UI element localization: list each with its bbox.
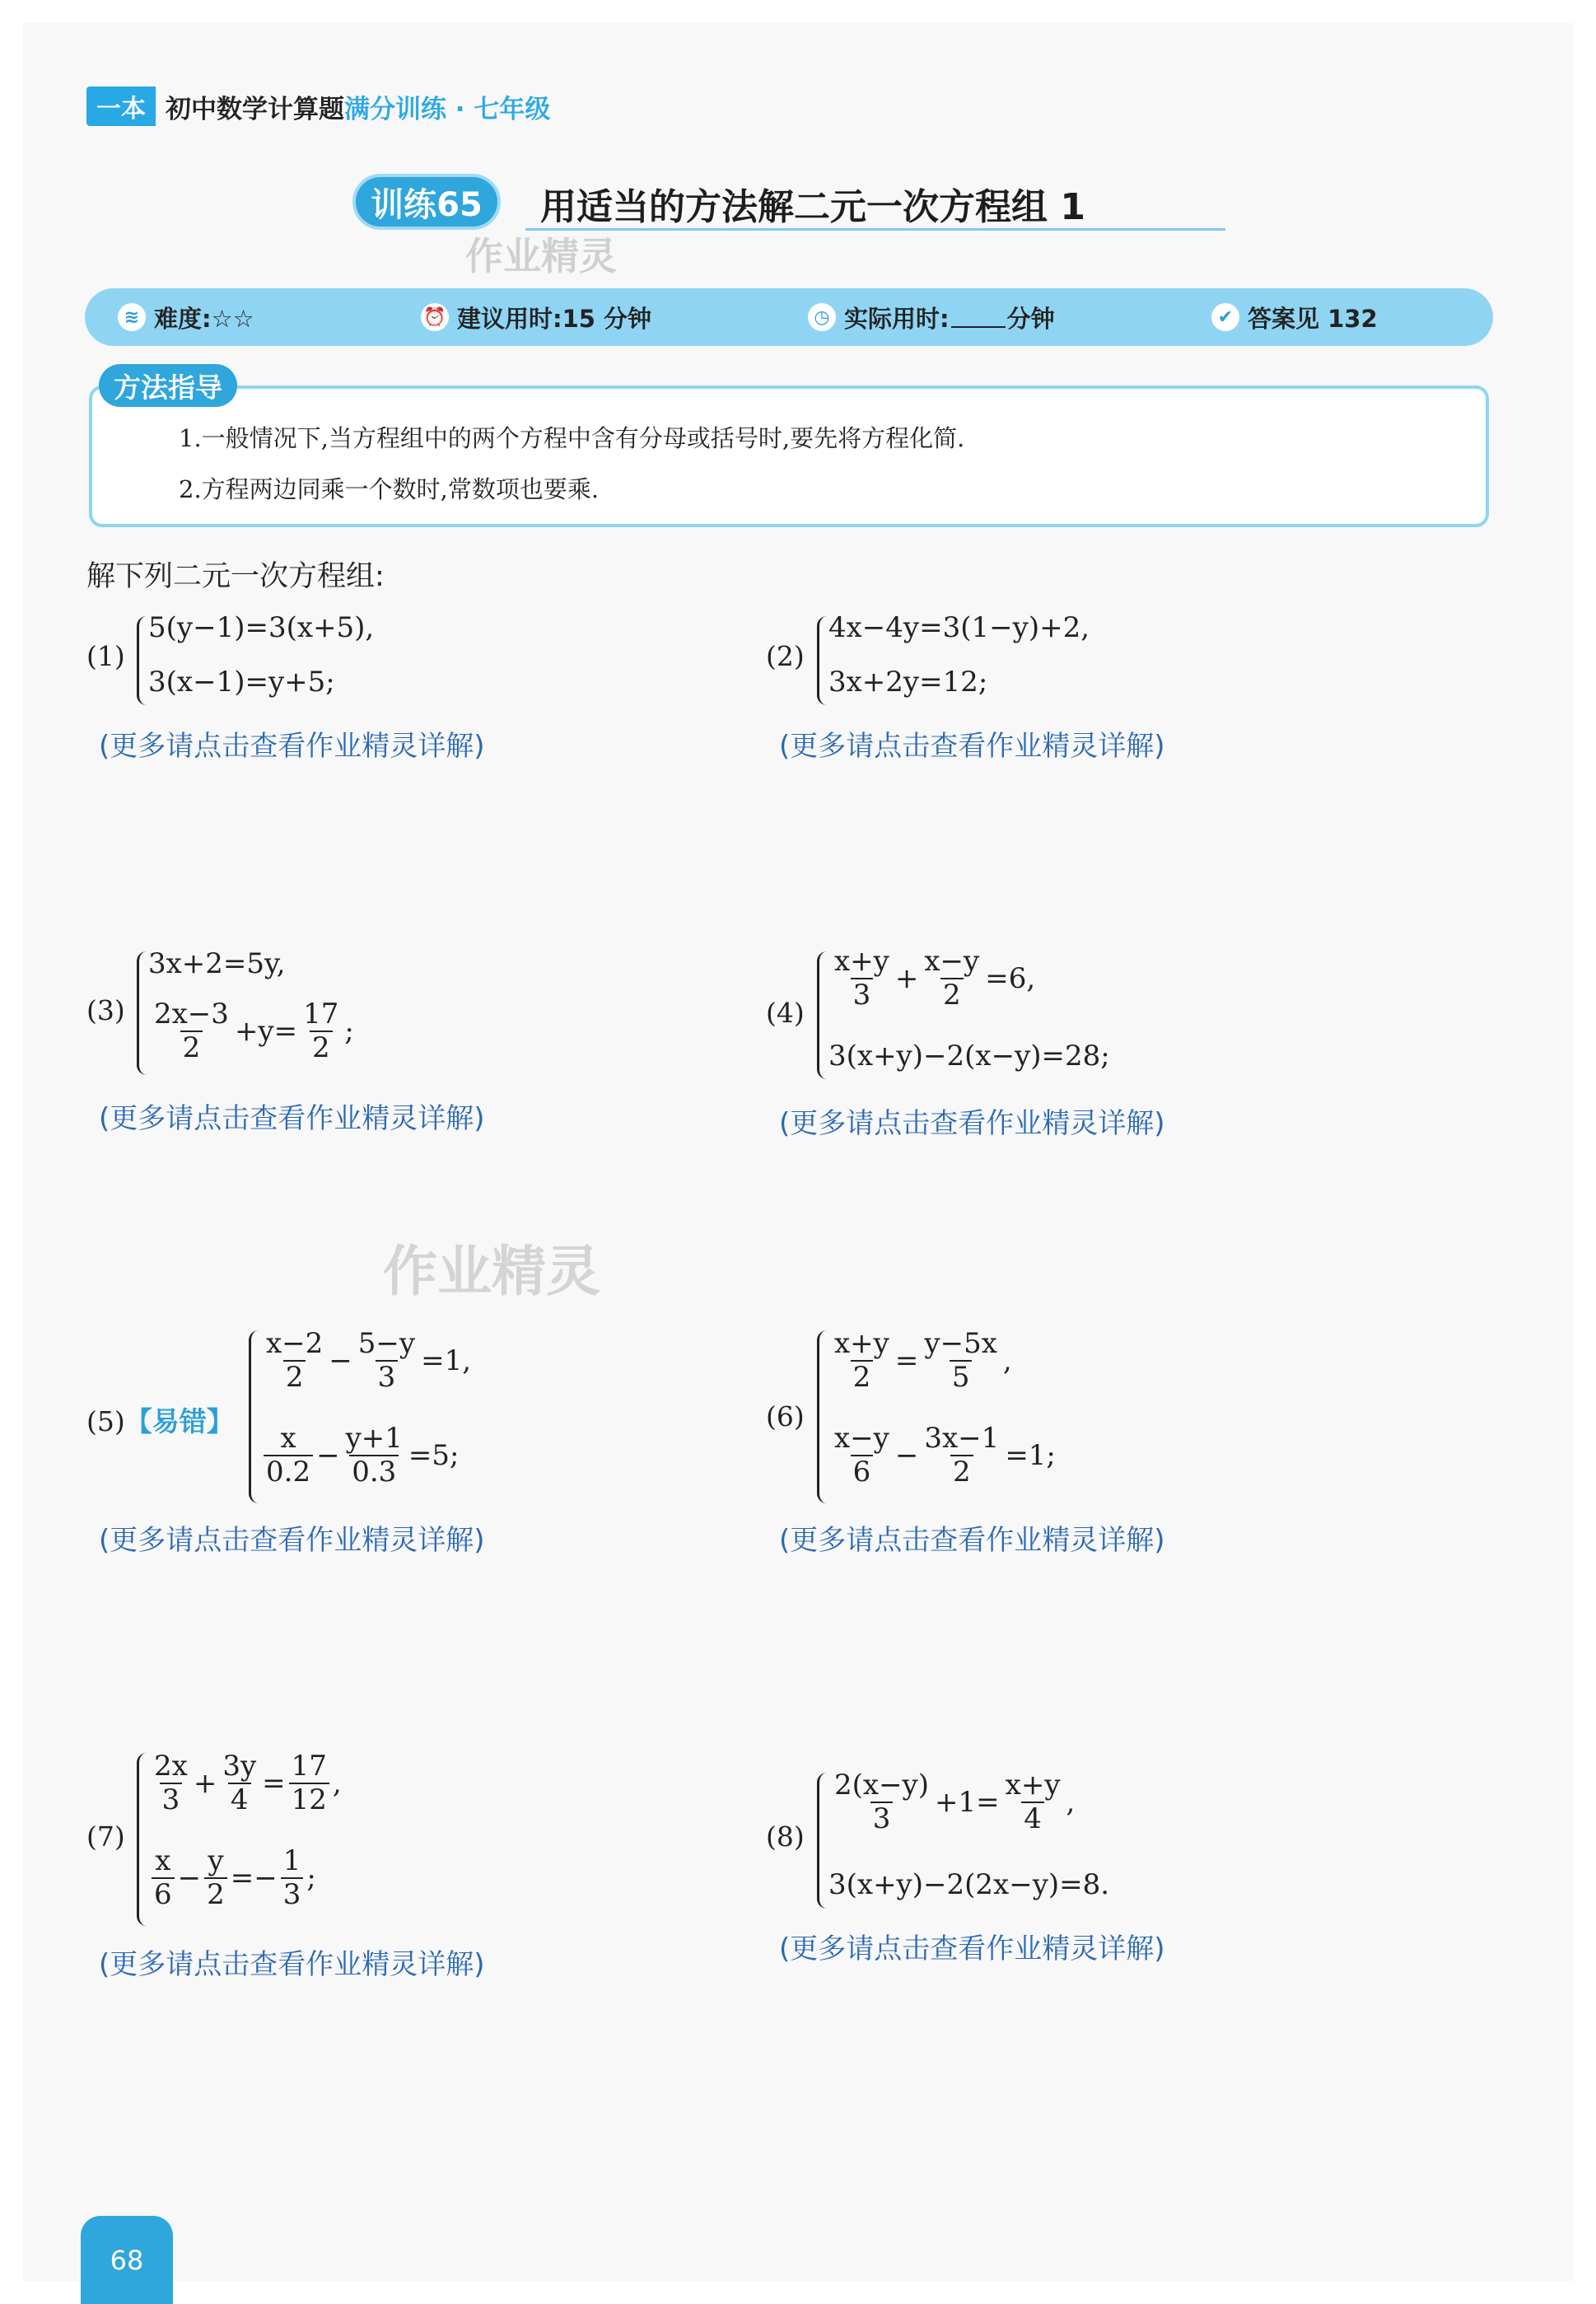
fraction — [922, 1328, 1000, 1394]
series-highlight: 满分训练 · 七年级 — [344, 94, 551, 124]
problem-4-label: (4) — [766, 997, 805, 1029]
numerator: x+y — [834, 945, 889, 978]
fraction — [301, 998, 341, 1064]
rhs: =5; — [408, 1439, 460, 1473]
check-icon: ✔ — [1211, 303, 1239, 331]
problem-3-eq1: 3x+2=5y, — [148, 947, 286, 980]
actual-time-item — [808, 301, 1055, 334]
operator: − — [329, 1344, 352, 1378]
denominator: 6 — [851, 1455, 874, 1488]
operator: +1= — [935, 1786, 1000, 1820]
denominator: 2 — [310, 1030, 333, 1064]
numerator: x — [155, 1844, 171, 1877]
denominator: 2 — [851, 1360, 874, 1394]
rhs: =6, — [985, 962, 1036, 996]
operator: +y= — [234, 1015, 298, 1049]
operator: − — [894, 1439, 919, 1473]
problem-8-eq2: 3(x+y)−2(2x−y)=8. — [828, 1868, 1110, 1901]
numerator: 1 — [282, 1844, 301, 1877]
problem-5-eq1 — [260, 1328, 471, 1394]
fraction — [832, 946, 892, 1012]
method-line-1: 1.一般情况下,当方程组中的两个方程中含有分母或括号时,要先将方程化简. — [179, 424, 965, 452]
problem-7-eq1 — [148, 1750, 342, 1816]
denominator: 0.2 — [264, 1455, 313, 1488]
operator: = — [894, 1344, 919, 1378]
denominator: 0.3 — [349, 1455, 399, 1488]
fraction — [922, 946, 982, 1012]
numerator: x+y — [1005, 1769, 1061, 1802]
operator: + — [193, 1767, 217, 1801]
problem-8-label: (8) — [766, 1820, 805, 1853]
operator: = — [262, 1767, 286, 1801]
lesson-title-text: 用适当的方法解二元一次方程组 1 — [540, 186, 1085, 228]
fraction — [281, 1845, 304, 1911]
numerator: 3x−1 — [924, 1422, 1000, 1455]
clock-icon: ◷ — [808, 303, 836, 331]
numerator: x−y — [924, 945, 980, 978]
series-name: 初中数学计算题 — [166, 94, 344, 124]
fraction — [204, 1845, 227, 1911]
operator: + — [894, 962, 919, 996]
terminator: ; — [306, 1862, 316, 1895]
problem-1-eq1: 5(y−1)=3(x+5), — [148, 611, 375, 644]
problem-5-more-link[interactable]: (更多请点击查看作业精灵详解) — [99, 1524, 485, 1557]
terminator: , — [1002, 1344, 1012, 1378]
fraction — [289, 1750, 329, 1816]
watermark-middle: 作业精灵 — [383, 1240, 600, 1303]
numerator: 2(x−y) — [834, 1769, 930, 1802]
problem-5-eq2 — [260, 1423, 459, 1488]
actual-time-label: 实际用时: — [844, 304, 950, 333]
fraction — [343, 1423, 405, 1488]
method-tab: 方法指导 — [99, 364, 237, 407]
numerator: 5−y — [357, 1327, 416, 1360]
brand-logo: 一本 — [86, 86, 156, 126]
numerator: 2x — [154, 1750, 188, 1783]
problem-8-more-link[interactable]: (更多请点击查看作业精灵详解) — [779, 1932, 1165, 1965]
denominator: 2 — [940, 978, 964, 1012]
difficulty-text: 难度:☆☆ — [154, 304, 254, 333]
fraction — [152, 998, 231, 1064]
method-box — [89, 386, 1489, 527]
operator: =− — [230, 1862, 278, 1895]
problem-2-eq2: 3x+2y=12; — [828, 666, 988, 699]
fraction — [220, 1750, 259, 1816]
lesson-title — [352, 169, 1225, 235]
problem-8-brace — [817, 1773, 828, 1909]
fraction — [832, 1769, 931, 1835]
wifi-icon: ≋ — [118, 303, 146, 331]
numerator: x+y — [834, 1327, 889, 1360]
difficulty-item — [118, 301, 254, 334]
problem-2-eq1: 4x−4y=3(1−y)+2, — [828, 611, 1090, 644]
denominator: 6 — [152, 1877, 175, 1911]
fraction — [356, 1328, 418, 1394]
answer-text: 答案见 132 — [1248, 304, 1378, 333]
numerator: y+1 — [345, 1422, 403, 1455]
fraction — [152, 1750, 190, 1816]
denominator: 2 — [950, 1455, 973, 1488]
error-prone-tag: 【易错】 — [124, 1405, 234, 1437]
problem-6-label: (6) — [766, 1400, 805, 1432]
problem-3-brace — [137, 951, 147, 1075]
denominator: 2 — [204, 1877, 227, 1911]
problem-7-more-link[interactable]: (更多请点击查看作业精灵详解) — [99, 1948, 485, 1981]
lesson-badge: 训练65 — [352, 174, 501, 230]
problem-4-eq2: 3(x+y)−2(x−y)=28; — [828, 1040, 1110, 1073]
problem-3-more-link[interactable]: (更多请点击查看作业精灵详解) — [99, 1102, 485, 1135]
terminator: ; — [344, 1015, 354, 1049]
fraction — [832, 1328, 892, 1394]
suggested-time-text: 建议用时:15 分钟 — [457, 304, 652, 333]
problem-5-brace — [249, 1330, 259, 1503]
fraction — [264, 1423, 313, 1488]
problem-4-eq1 — [828, 946, 1035, 1012]
problem-1-brace — [137, 616, 147, 705]
denominator: 3 — [281, 1877, 304, 1911]
page-number: 68 — [81, 2216, 173, 2304]
problem-2-more-link[interactable]: (更多请点击查看作业精灵详解) — [779, 730, 1165, 763]
problem-4-brace — [817, 951, 828, 1079]
terminator: , — [1066, 1786, 1076, 1820]
problem-5-label — [86, 1400, 234, 1439]
numerator: y−5x — [924, 1327, 997, 1360]
fraction — [832, 1423, 892, 1488]
numerator: 17 — [303, 998, 339, 1030]
denominator: 3 — [376, 1360, 399, 1394]
problem-1-eq2: 3(x−1)=y+5; — [148, 666, 335, 699]
denominator: 12 — [289, 1783, 329, 1816]
exercise-intro: 解下列二元一次方程组: — [86, 560, 385, 593]
suggested-time-item — [421, 301, 651, 334]
info-bar — [85, 288, 1493, 346]
problem-1-more-link[interactable]: (更多请点击查看作业精灵详解) — [99, 730, 485, 763]
numerator: x — [280, 1422, 296, 1455]
denominator: 3 — [160, 1783, 183, 1816]
watermark-top: 作业精灵 — [465, 234, 617, 278]
denominator: 4 — [1021, 1802, 1044, 1835]
fraction — [152, 1845, 175, 1911]
numerator: 3y — [222, 1750, 257, 1783]
fraction — [1003, 1769, 1063, 1835]
problem-number: (5) — [86, 1405, 125, 1437]
problem-3-label: (3) — [86, 994, 125, 1026]
problem-3-eq2 — [148, 998, 354, 1064]
numerator: x−y — [834, 1422, 889, 1455]
problem-6-eq1 — [828, 1328, 1012, 1394]
method-line-2: 2.方程两边同乘一个数时,常数项也要乘. — [179, 475, 600, 503]
problem-2-brace — [817, 616, 828, 705]
denominator: 3 — [870, 1802, 894, 1835]
actual-time-unit: 分钟 — [1006, 304, 1055, 333]
rhs: =1, — [421, 1344, 472, 1378]
problem-6-more-link[interactable]: (更多请点击查看作业精灵详解) — [779, 1524, 1165, 1557]
title-underline — [525, 228, 1225, 231]
denominator: 2 — [180, 1030, 203, 1064]
rhs: =1; — [1005, 1439, 1056, 1473]
book-header — [86, 89, 550, 124]
denominator: 5 — [950, 1360, 973, 1394]
problem-6-brace — [817, 1330, 828, 1503]
operator: − — [177, 1862, 202, 1895]
actual-time-blank[interactable] — [951, 306, 1006, 328]
problem-8-eq1 — [828, 1769, 1075, 1835]
problem-2-label: (2) — [766, 640, 805, 672]
numerator: y — [208, 1844, 224, 1877]
fraction — [264, 1328, 325, 1394]
answer-item — [1211, 301, 1378, 334]
problem-7-eq2 — [148, 1845, 316, 1911]
terminator: , — [332, 1767, 342, 1801]
numerator: 2x−3 — [154, 998, 229, 1030]
denominator: 4 — [228, 1783, 251, 1816]
alarm-icon: ⏰ — [421, 303, 449, 331]
numerator: 17 — [291, 1750, 327, 1783]
operator: − — [316, 1439, 340, 1473]
problem-1-label: (1) — [86, 640, 125, 672]
problem-6-eq2 — [828, 1423, 1056, 1488]
denominator: 3 — [851, 978, 874, 1012]
fraction — [922, 1423, 1001, 1488]
denominator: 2 — [283, 1360, 306, 1394]
numerator: x−2 — [266, 1327, 324, 1360]
problem-4-more-link[interactable]: (更多请点击查看作业精灵详解) — [779, 1107, 1165, 1140]
problem-7-brace — [137, 1753, 147, 1926]
problem-7-label: (7) — [86, 1820, 125, 1853]
